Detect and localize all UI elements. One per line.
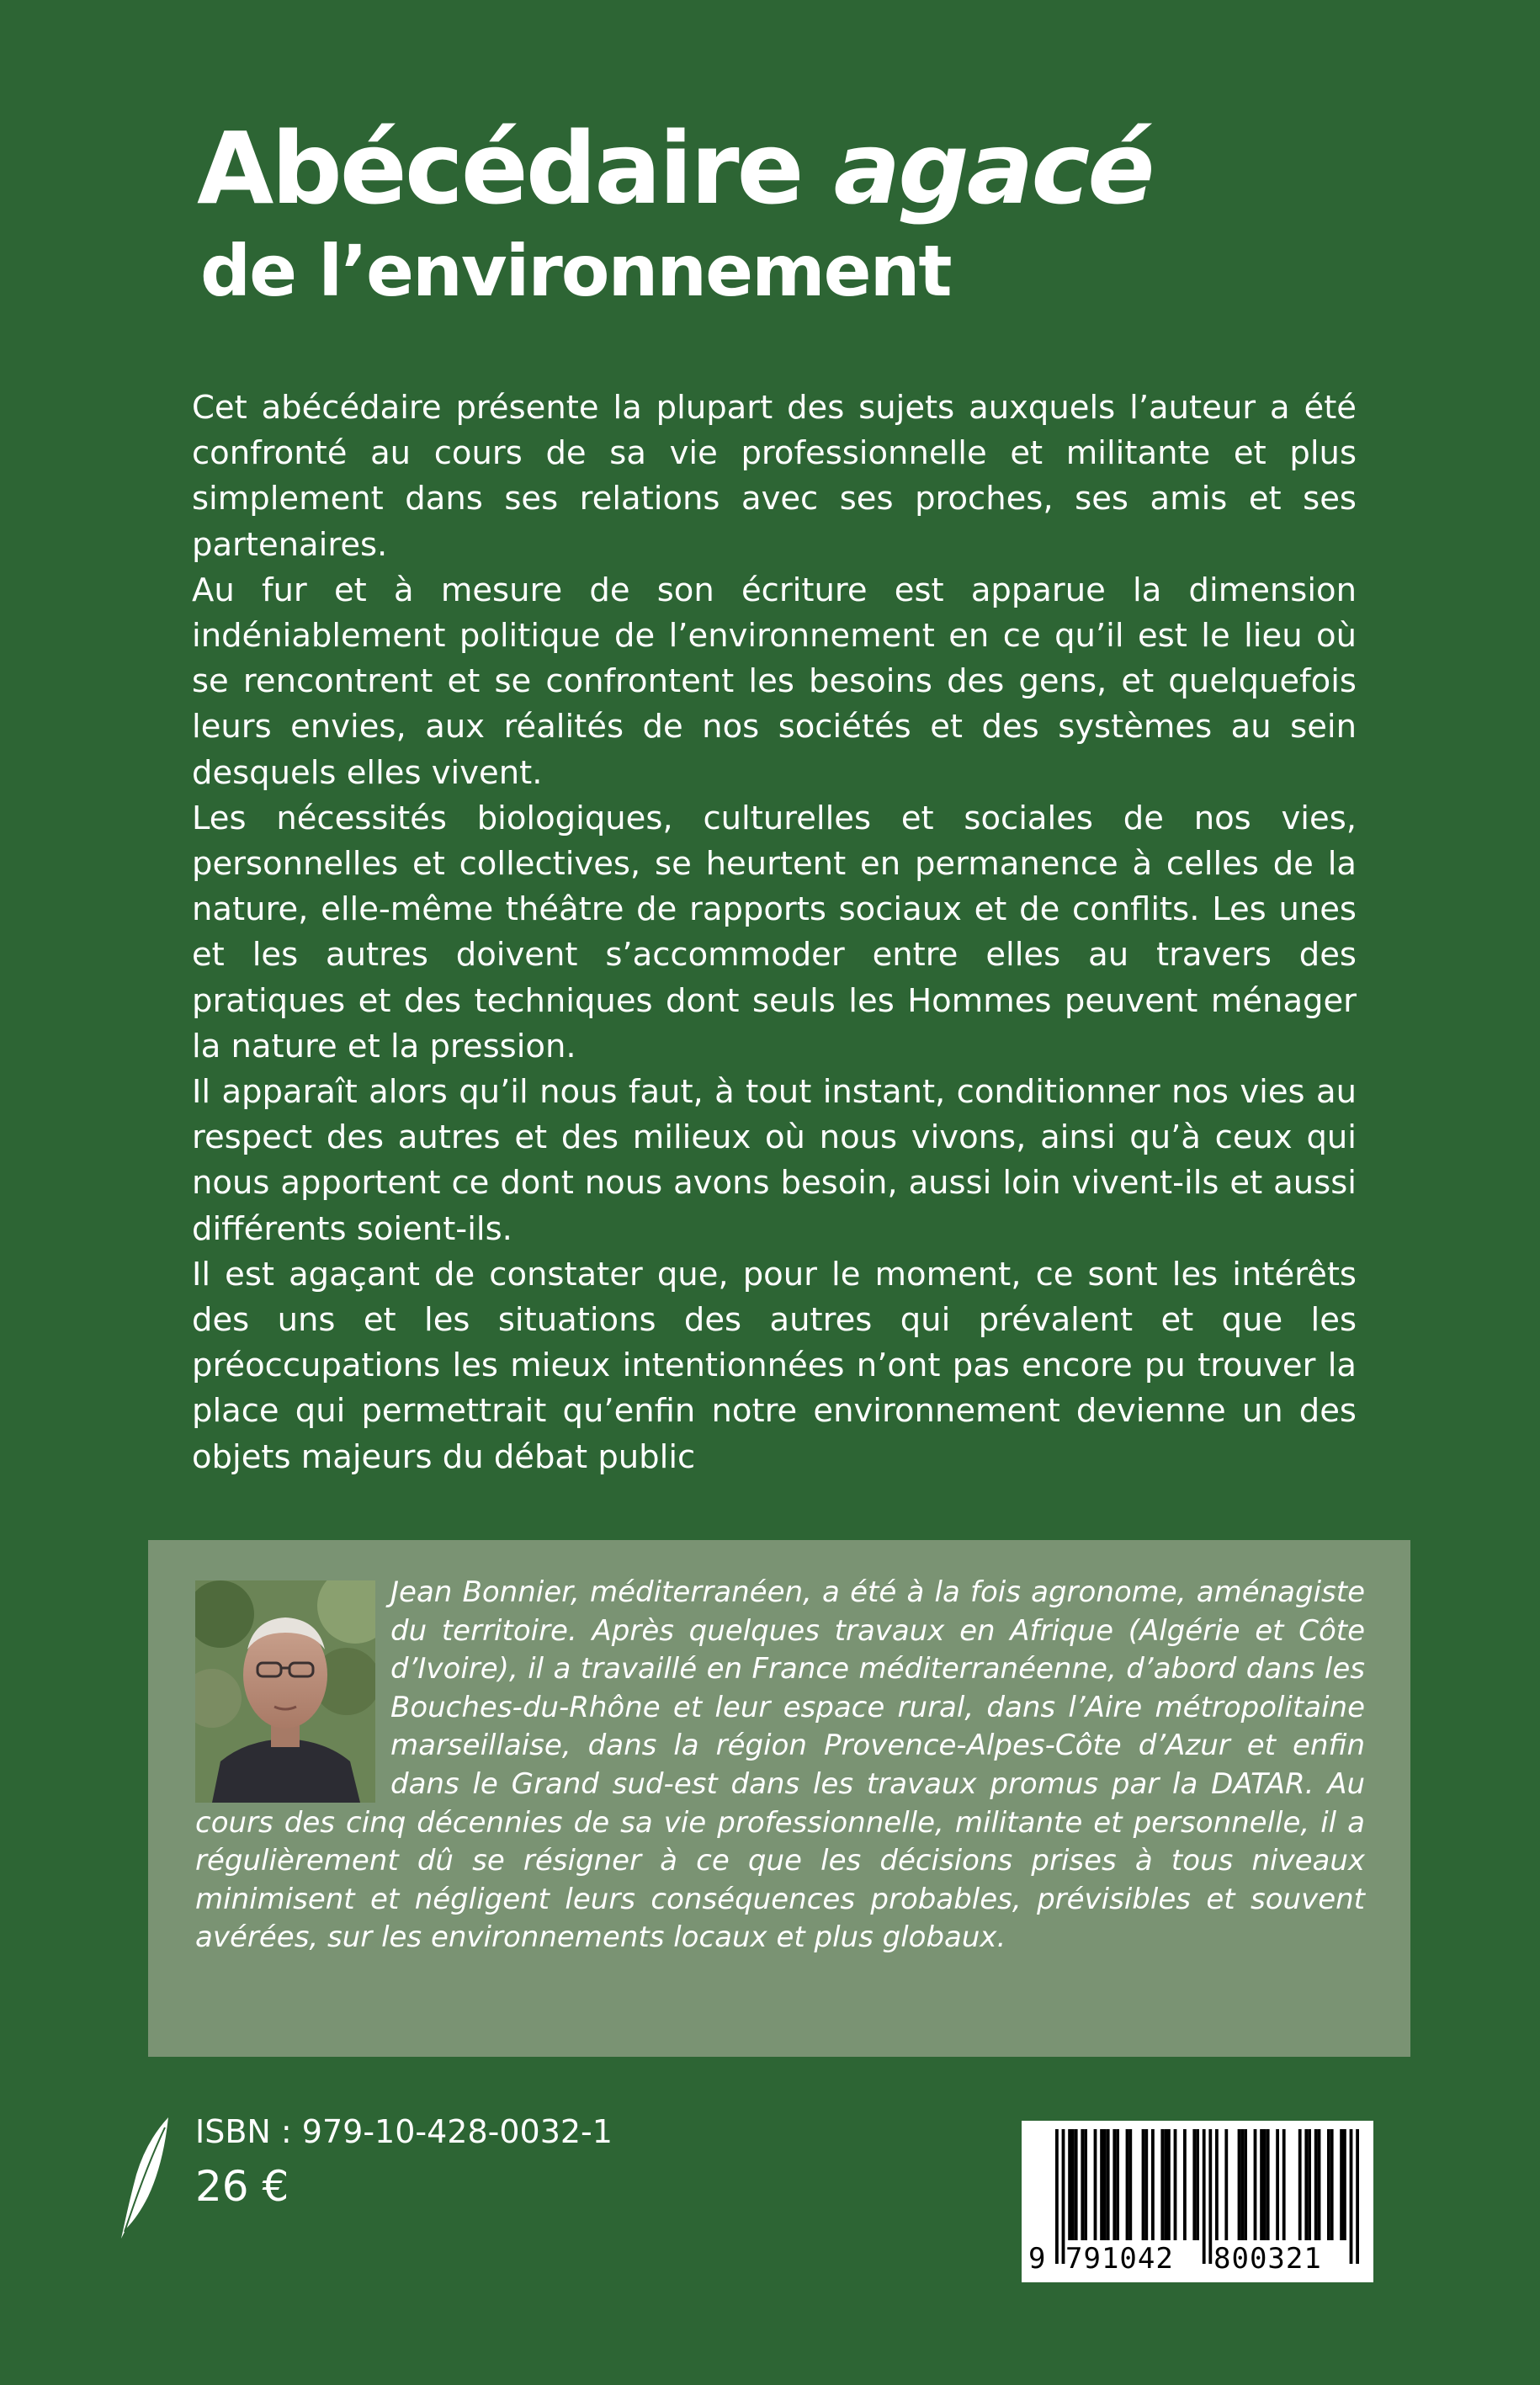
barcode-bar — [1215, 2129, 1219, 2240]
author-bio-paragraph — [195, 1574, 1365, 1957]
feather-icon — [113, 2116, 172, 2242]
barcode-bar — [1192, 2129, 1196, 2240]
book-subtitle: de l’environnement — [200, 230, 951, 312]
barcode-bar — [1103, 2129, 1107, 2240]
barcode — [1022, 2121, 1373, 2282]
barcode-bar — [1327, 2129, 1330, 2240]
barcode-bar — [1183, 2129, 1187, 2240]
blurb-paragraph: Au fur et à mesure de son écriture est apparue la dimension indéniablement politique de l’environnement en ce qu’il est le lieu où se rencontrent et se confrontent les besoins des gens, et quelquefois leurs envies, aux réalités de nos sociétés et des systèmes au sein desquels elles vivent. — [192, 571, 1357, 792]
barcode-bar — [1314, 2129, 1318, 2240]
barcode-bar — [1343, 2129, 1346, 2240]
barcode-bar — [1308, 2129, 1311, 2240]
author-bio-text: Jean Bonnier, méditerranéen, a été à la fois agronome, aménagiste du territoire. Après quelques travaux en Afrique (Algérie et Côte d’Ivoire), il a travaillé en France méditerranéenne, d’abord dans les Bouches-du-Rhône et leur espace rural, dans l’Aire métropolitaine marseillaise, dans la région Provence-Alpes-Côte d’Azur et enfin dans le Grand sud-est dans les travaux promus par la DATAR. Au cours des cinq décennies de sa vie professionnelle, militante et personnelle, il a régulièrement dû se résigner à ce que les décisions prises à tous niveaux minimisent et négligent leurs conséquences probables, prévisibles et souvent avérées, sur les environnements locaux et plus globaux. — [195, 1575, 1365, 1955]
barcode-bar — [1084, 2129, 1087, 2240]
photo-spacer — [195, 1574, 390, 1803]
barcode-bar — [1174, 2129, 1177, 2240]
barcode-bar — [1244, 2129, 1247, 2240]
barcode-bar — [1094, 2129, 1097, 2240]
barcode-bar — [1254, 2129, 1257, 2240]
barcode-bar — [1330, 2129, 1334, 2240]
isbn-label: ISBN : 979-10-428-0032-1 — [195, 2113, 613, 2150]
barcode-bar — [1224, 2129, 1228, 2240]
barcode-bar — [1144, 2129, 1148, 2240]
back-cover-blurb — [192, 385, 1357, 1480]
barcode-bar — [1071, 2129, 1075, 2240]
blurb-paragraph: Il est agaçant de constater que, pour le moment, ce sont les intérêts des uns et les situations des autres qui prévalent et que les préoccupations les mieux intentionnées n’ont pas encore pu trouver la place qui permettrait qu’enfin notre environnement devienne un des objets majeurs du débat public — [192, 1255, 1357, 1476]
title-emphasis: agacé — [833, 110, 1153, 226]
barcode-bar — [1128, 2129, 1132, 2240]
barcode-bar — [1116, 2129, 1119, 2240]
barcode-left-group: 791042 — [1065, 2242, 1174, 2276]
blurb-paragraph: Les nécessités biologiques, culturelles et sociales de nos vies, personnelles et collectives, se heurtent en permanence à celles de la nature, elle-même théâtre de rapports sociaux et de conflits. Les unes et les autres doivent s’accommoder entre elles au travers des pratiques et des techniques dont seuls les Hommes peuvent ménager la nature et la pression. — [192, 799, 1357, 1065]
price-label: 26 € — [195, 2162, 289, 2211]
barcode-bar — [1298, 2129, 1302, 2240]
barcode-bar — [1263, 2129, 1267, 2240]
barcode-bar — [1081, 2129, 1084, 2240]
barcode-digits — [1022, 2240, 1373, 2277]
barcode-right-group: 800321 — [1213, 2242, 1322, 2276]
title-main: Abécédaire — [197, 110, 802, 226]
barcode-bar — [1075, 2129, 1078, 2240]
barcode-bar — [1167, 2129, 1171, 2240]
barcode-bar — [1107, 2129, 1110, 2240]
blurb-paragraph: Il apparaît alors qu’il nous faut, à tout instant, conditionner nos vies au respect des autres et des milieux où nous vivons, ainsi qu’à ceux qui nous apportent ce dont nous avons besoin, aussi loin vivent-ils et aussi différents soient-ils. — [192, 1073, 1357, 1248]
barcode-bar — [1068, 2129, 1071, 2240]
barcode-bar — [1142, 2129, 1145, 2240]
barcode-bar — [1151, 2129, 1155, 2240]
barcode-bar — [1267, 2129, 1270, 2240]
barcode-bar — [1318, 2129, 1321, 2240]
book-title — [197, 109, 1375, 227]
barcode-bar — [1340, 2129, 1343, 2240]
barcode-bar — [1160, 2129, 1164, 2240]
barcode-bar — [1282, 2129, 1286, 2240]
barcode-bar — [1126, 2129, 1129, 2240]
barcode-bar — [1196, 2129, 1199, 2240]
barcode-bar — [1260, 2129, 1263, 2240]
author-bio-box — [148, 1540, 1410, 2057]
barcode-first-digit: 9 — [1028, 2242, 1046, 2276]
barcode-bar — [1238, 2129, 1241, 2240]
barcode-bar — [1113, 2129, 1116, 2240]
barcode-bar — [1100, 2129, 1103, 2240]
blurb-paragraph: Cet abécédaire présente la plupart des sujets auxquels l’auteur a été confronté au cours de sa vie professionnelle et militante et plus simplement dans ses relations avec ses proches, ses amis et ses partenaires. — [192, 389, 1357, 564]
barcode-bar — [1304, 2129, 1308, 2240]
barcode-bar — [1276, 2129, 1279, 2240]
barcode-bar — [1164, 2129, 1167, 2240]
barcode-bar — [1240, 2129, 1244, 2240]
